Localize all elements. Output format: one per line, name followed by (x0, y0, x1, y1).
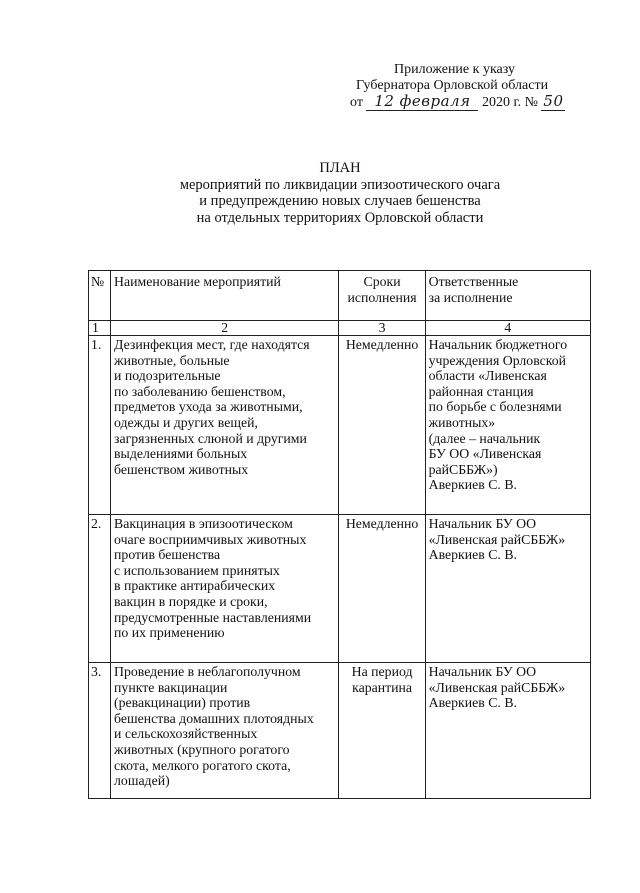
row-name-line: скота, мелкого рогатого скота, (114, 757, 291, 773)
header-name: Наименование мероприятий (111, 271, 339, 321)
row-resp-line: «Ливенская райСББЖ» (428, 531, 566, 547)
row-name-line: пункте вакцинации (114, 679, 228, 695)
table-index-row (89, 321, 591, 336)
date-prefix: от (350, 95, 363, 110)
row-resp-line: БУ ОО «Ливенская (428, 446, 542, 462)
table-header-row (89, 271, 591, 321)
row-name-line: (ревакцинации) против (114, 695, 251, 711)
row-resp (425, 663, 590, 799)
row-term (339, 336, 425, 515)
header-term-line-1: Сроки (363, 274, 401, 289)
index-cell: 2 (111, 321, 339, 336)
row-name-line: предусмотренные наставлениями (114, 609, 312, 625)
row-name-line: животные, больные (114, 352, 230, 368)
index-cell: 3 (339, 321, 425, 336)
row-term-line: На период (351, 664, 413, 679)
row-name-line: против бешенства (114, 547, 221, 563)
row-resp-line: области «Ливенская (428, 368, 547, 384)
row-name-line: и сельскохозяйственных (114, 726, 258, 742)
plan-table (88, 270, 591, 799)
index-cell: 4 (425, 321, 590, 336)
header-resp (425, 271, 590, 321)
row-resp-line: (далее – начальник (428, 430, 541, 446)
header-term (339, 271, 425, 321)
document-title (0, 160, 640, 226)
row-resp-line: животных» (428, 414, 496, 430)
annex-date-line (350, 94, 580, 111)
header-num: № (89, 271, 111, 321)
row-name-line: в практике антирабических (114, 578, 276, 594)
row-resp-line: учреждения Орловской (428, 352, 567, 368)
row-name-line: Вакцинация в эпизоотическом (114, 516, 293, 531)
table-row (89, 663, 591, 799)
annex-header (350, 62, 580, 111)
row-name-line: загрязненных слюной и другими (114, 430, 307, 446)
row-resp-line: Аверкиев С. В. (428, 547, 517, 563)
row-name-line: по заболеванию бешенством, (114, 383, 286, 399)
row-resp-line: Начальник бюджетного (428, 337, 568, 352)
row-name (111, 515, 339, 663)
row-name-line: и подозрительные (114, 368, 221, 384)
handwritten-date: 12 февраля (374, 92, 471, 110)
row-resp-line: Начальник БУ ОО (428, 516, 537, 531)
row-name-line: животных (крупного рогатого (114, 741, 290, 757)
row-name-line: Проведение в неблагополучном (114, 664, 301, 679)
row-num: 1. (89, 336, 111, 515)
row-term-line: Немедленно (345, 337, 419, 352)
row-resp-line: Начальник БУ ОО (428, 664, 537, 679)
row-name-line: одежды и других вещей, (114, 414, 258, 430)
row-resp-line: по борьбе с болезнями (428, 399, 562, 415)
title-line-1: мероприятий по ликвидации эпизоотического очага (179, 176, 501, 193)
row-resp (425, 336, 590, 515)
row-name (111, 663, 339, 799)
date-field (366, 94, 478, 111)
row-name-line: бешенством животных (114, 461, 249, 477)
row-term-line: карантина (352, 679, 413, 695)
header-resp-line-1: Ответственные (428, 274, 519, 289)
row-name-line: лошадей) (114, 773, 170, 789)
row-term-line: Немедленно (345, 516, 419, 531)
row-name-line: очаге восприимчивых животных (114, 531, 307, 547)
header-resp-line-2: за исполнение (428, 289, 513, 305)
row-num: 2. (89, 515, 111, 663)
row-resp-line: райСББЖ») (428, 461, 498, 477)
row-term (339, 663, 425, 799)
row-name-line: вакцин в порядке и сроки, (114, 593, 268, 609)
header-term-line-2: исполнения (347, 289, 417, 305)
row-resp-line: районная станция (428, 383, 534, 399)
table-row (89, 515, 591, 663)
table-row (89, 336, 591, 515)
row-name-line: выделениями больных (114, 446, 248, 462)
row-name-line: бешенства домашних плотоядных (114, 710, 314, 726)
row-name (111, 336, 339, 515)
row-name-line: Дезинфекция мест, где находятся (114, 337, 310, 352)
year-suffix: 2020 г. № (481, 95, 538, 110)
row-name-line: по их применению (114, 625, 225, 641)
row-resp-line: «Ливенская райСББЖ» (428, 679, 566, 695)
handwritten-number: 50 (543, 92, 564, 110)
row-term (339, 515, 425, 663)
index-cell: 1 (89, 321, 111, 336)
annex-line-1: Приложение к указу (394, 62, 515, 77)
row-resp (425, 515, 590, 663)
title-line-2: и предупреждению новых случаев бешенства (199, 193, 481, 209)
row-resp-line: Аверкиев С. В. (428, 695, 517, 711)
title-line-3: на отдельных территориях Орловской области (196, 209, 484, 226)
row-resp-line: Аверкиев С. В. (428, 477, 517, 493)
annex-line-2: Губернатора Орловской области (356, 78, 549, 93)
number-field (541, 94, 565, 111)
title-heading: ПЛАН (319, 160, 361, 176)
row-num: 3. (89, 663, 111, 799)
row-name-line: предметов ухода за животными, (114, 399, 303, 415)
row-name-line: с использованием принятых (114, 562, 280, 578)
